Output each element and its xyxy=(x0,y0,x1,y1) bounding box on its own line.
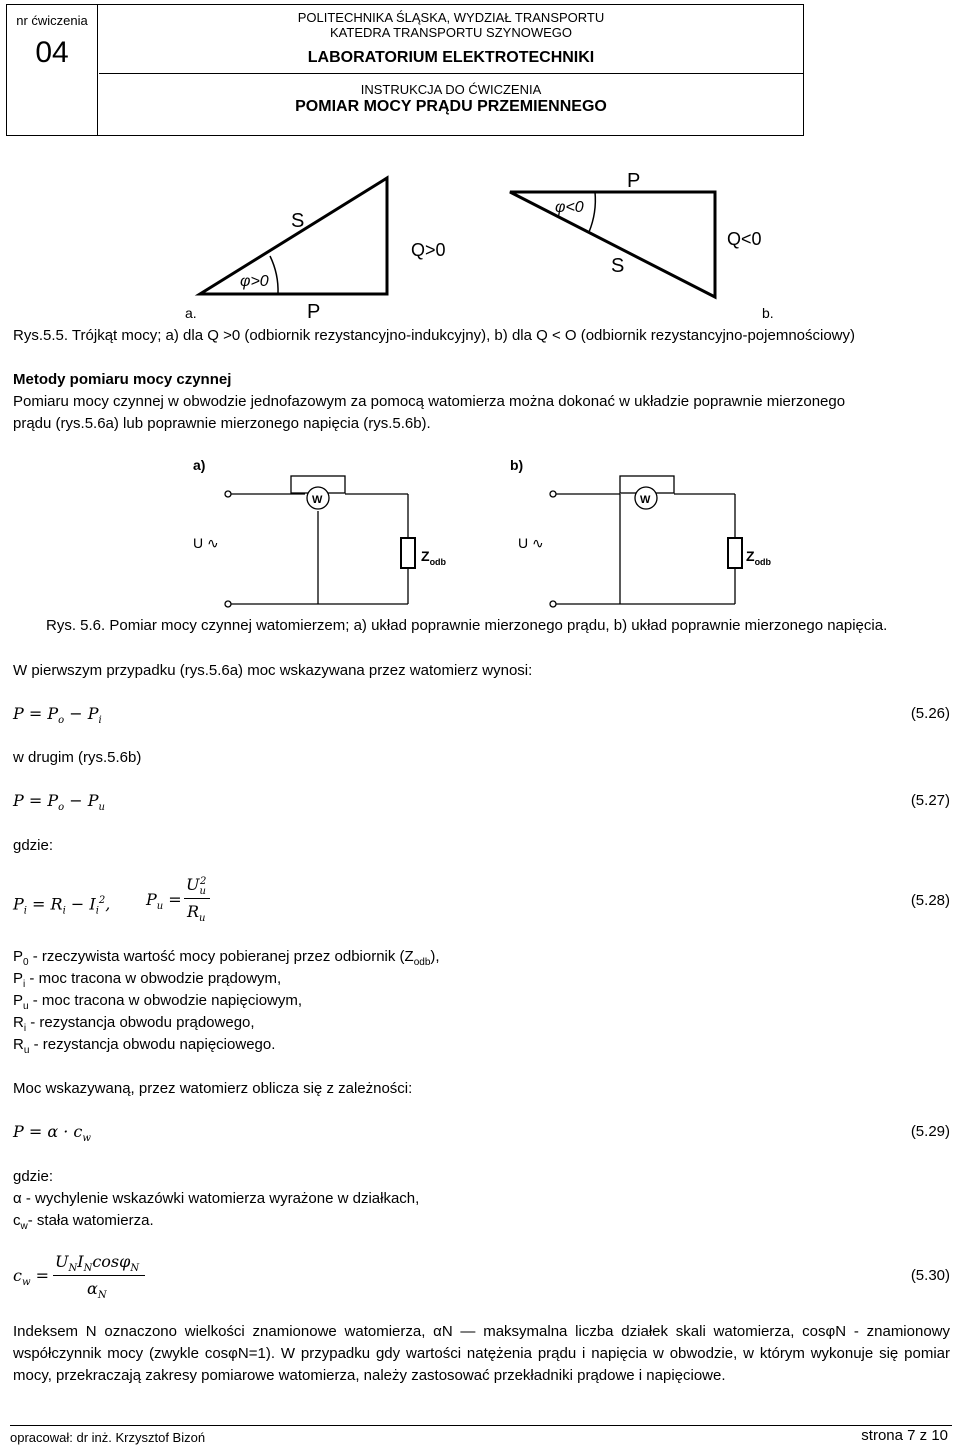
legend-ri: $R_i$ - rezystancja obwodu prądowego, xyxy=(13,1014,255,1034)
label-s-b: S xyxy=(611,255,625,277)
equation-5-28-number: (5.28) xyxy=(910,892,950,909)
equation-5-28-left: $P_i = R_i - I_i^2$, xyxy=(13,894,111,917)
equation-5-27-number: (5.27) xyxy=(910,792,950,809)
equation-5-29-number: (5.29) xyxy=(910,1123,950,1140)
para-second-case: w drugim (rys.5.6b) xyxy=(13,749,142,766)
document-header xyxy=(6,4,804,136)
lab-name: LABORATORIUM ELEKTROTECHNIKI xyxy=(307,49,595,66)
equation-5-26-number: (5.26) xyxy=(910,705,950,722)
equation-5-30: $c_w$ = $U_NI_N\cos\varphi_N$ $\alpha_N$ xyxy=(13,1252,213,1302)
cw-definition: $c_w-$ stała watomierza. xyxy=(13,1212,154,1232)
label-phi-b: φ<0 xyxy=(555,199,584,216)
instruction-label: INSTRUKCJA DO ĆWICZENIA xyxy=(360,82,542,97)
label-phi-a: φ>0 xyxy=(240,273,269,290)
equation-5-29: $P = \alpha \cdot c_w$ xyxy=(13,1122,91,1145)
footer-divider xyxy=(10,1425,952,1426)
label-s-a: S xyxy=(291,210,305,232)
equation-5-27: $P = P_o - P_u$ xyxy=(13,791,105,814)
intro-line-2: prądu (rys.5.6a) lub poprawnie mierzonego napięcia (rys.5.6b). xyxy=(13,415,431,432)
label-p-b: P xyxy=(627,170,641,192)
wattmeter-circuits-figure xyxy=(0,450,960,615)
legend-pi: $P_i$ - moc tracona w obwodzie prądowym, xyxy=(13,970,282,990)
voltage-a-label: U ∿ xyxy=(193,535,219,551)
triangle-b xyxy=(510,192,715,297)
footer-page-number: strona 7 z 10 xyxy=(861,1427,948,1444)
power-triangles-figure xyxy=(0,150,960,325)
label-p-a: P xyxy=(307,301,321,323)
exercise-number: 04 xyxy=(35,36,69,69)
wattmeter-a-label: W xyxy=(312,494,323,506)
final-paragraph: Indeksem N oznaczono wielkości znamionowe watomierza, αN — maksymalna liczba działek skali watomierza, cosφN - znamionowy współczynnik mocy (zwykle cosφN=1). W przypadku gdy wartości natężenia prądu i napięcia w obwodzie, w którym wykonuje się pomiar mocy, przekraczają zakresy pomiarowe watomierza, należy zastosować przekładniki prądowe i napięciowe. xyxy=(13,1323,950,1384)
legend-p0: $P_0$ - rzeczywista wartość mocy pobieranej przez odbiornik $(Z_{odb})$, xyxy=(13,948,440,968)
intro-line-1: Pomiaru mocy czynnej w obwodzie jednofazowym za pomocą watomierza można dokonać w układzie poprawnie mierzonego xyxy=(13,393,846,410)
load-b-label: $Z_{odb}$ xyxy=(746,548,772,567)
department: KATEDRA TRANSPORTU SZYNOWEGO xyxy=(330,25,572,40)
wattmeter-b-label: W xyxy=(640,494,651,506)
circuit-b-label: b) xyxy=(510,457,524,473)
exercise-label: nr ćwiczenia xyxy=(16,13,88,28)
para-first-case: W pierwszym przypadku (rys.5.6a) moc wskazywana przez watomierz wynosi: xyxy=(13,662,533,679)
legend-pu: $P_u$ - moc tracona w obwodzie napięciowym, xyxy=(13,992,303,1012)
equation-5-26: $P = P_o - P_i$ xyxy=(13,704,102,727)
footer-author: opracował: dr inż. Krzysztof Bizoń xyxy=(10,1430,206,1445)
legend-ru: $R_u$ - rezystancja obwodu napięciowego. xyxy=(13,1036,276,1056)
label-a: a. xyxy=(185,305,197,321)
label-q-b: Q<0 xyxy=(727,229,762,249)
section-title: Metody pomiaru mocy czynnej xyxy=(13,371,232,388)
alpha-definition: α - wychylenie wskazówki watomierza wyrażone w działkach, xyxy=(13,1190,420,1207)
label-q-a: Q>0 xyxy=(411,240,446,260)
voltage-b-label: U ∿ xyxy=(518,535,544,551)
para-moc: Moc wskazywaną, przez watomierz oblicza się z zależności: xyxy=(13,1080,413,1097)
equation-5-30-number: (5.30) xyxy=(910,1267,950,1284)
fig56-caption: Rys. 5.6. Pomiar mocy czynnej watomierzem; a) układ poprawnie mierzonego prądu, b) układ poprawnie mierzonego napięcia. xyxy=(46,617,888,634)
header-title-box xyxy=(99,5,803,135)
exercise-number-box xyxy=(7,5,98,135)
load-a-label: $Z_{odb}$ xyxy=(421,548,447,567)
topic-title: POMIAR MOCY PRĄDU PRZEMIENNEGO xyxy=(295,98,607,115)
angle-arc-b xyxy=(589,192,595,232)
fig55-caption: Rys.5.5. Trójkąt mocy; a) dla Q >0 (odbiornik rezystancyjno-indukcyjny), b) dla Q < O (odbiornik rezystancyjno-pojemnościowy) xyxy=(13,327,855,344)
gdzie-label-1: gdzie: xyxy=(13,837,54,854)
gdzie-label-2: gdzie: xyxy=(13,1168,54,1185)
label-b: b. xyxy=(762,305,774,321)
header-divider xyxy=(99,73,803,74)
circuit-a-label: a) xyxy=(193,457,206,473)
triangle-a xyxy=(200,178,387,294)
institution: POLITECHNIKA ŚLĄSKA, WYDZIAŁ TRANSPORTU xyxy=(297,10,605,25)
angle-arc-a xyxy=(270,256,278,294)
